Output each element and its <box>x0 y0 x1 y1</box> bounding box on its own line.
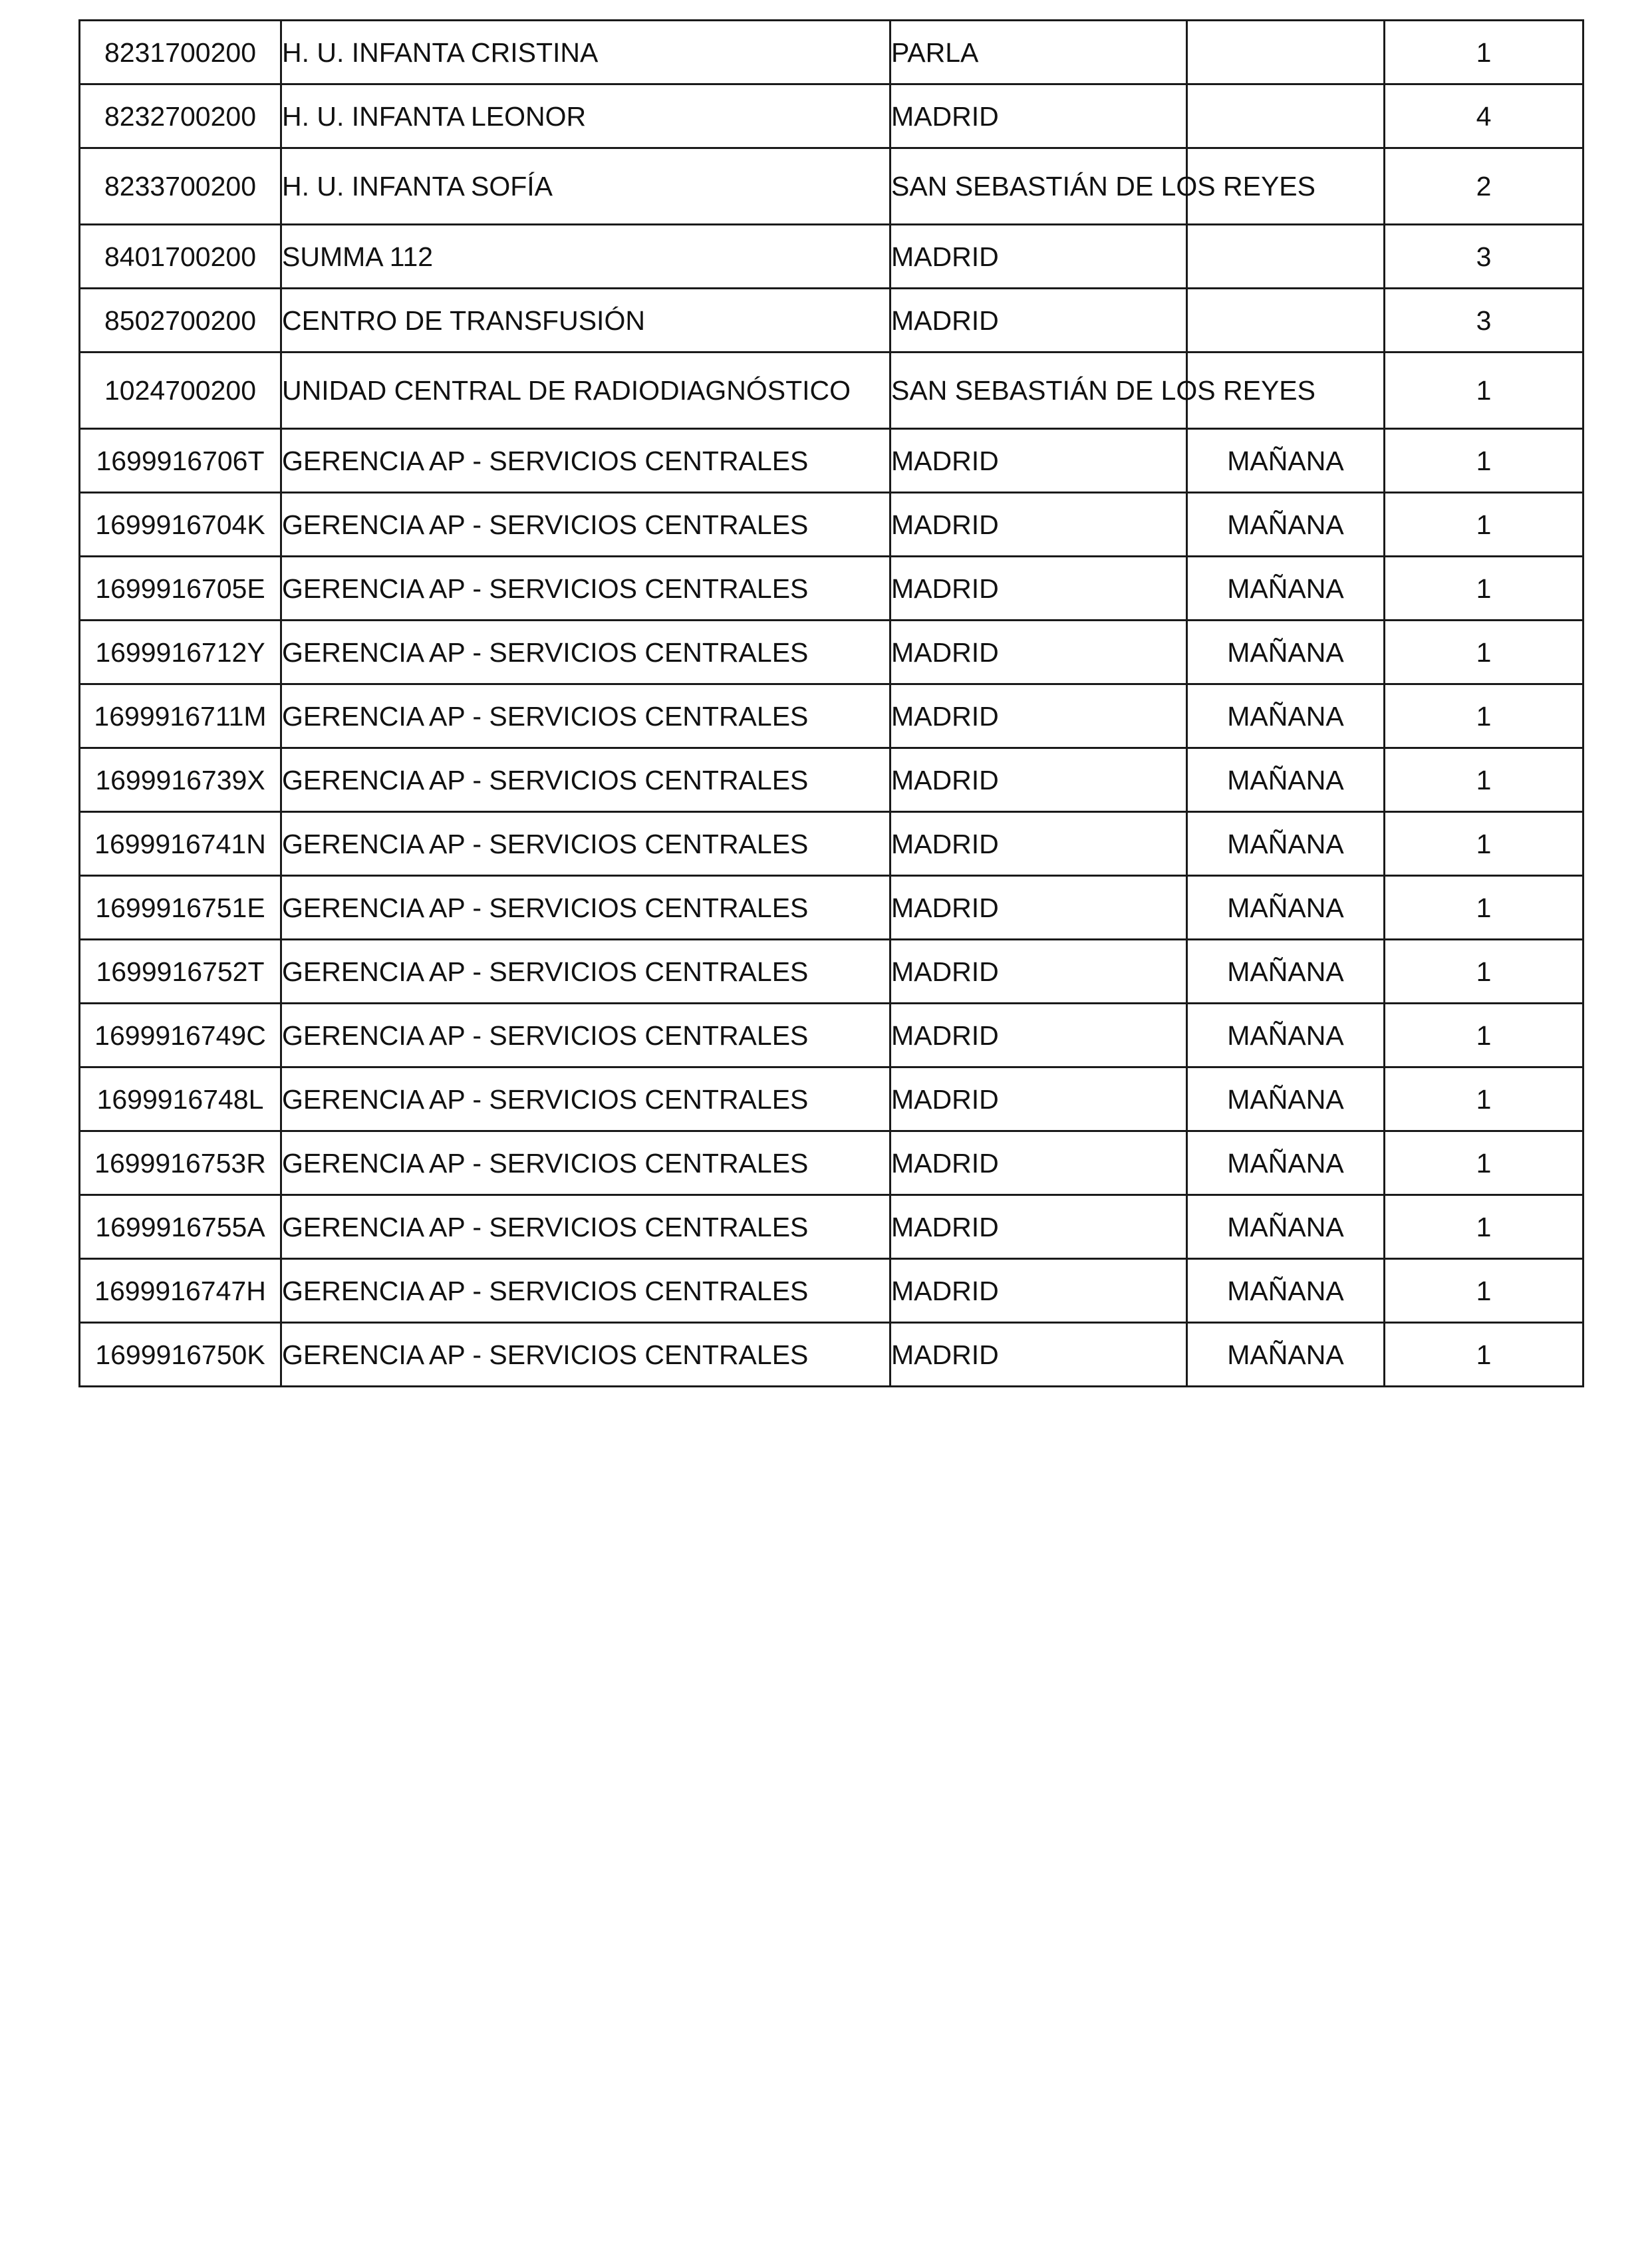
cell-code: 1699916711M <box>80 684 281 748</box>
cell-positions: 1 <box>1385 940 1583 1004</box>
cell-positions: 1 <box>1385 1004 1583 1067</box>
cell-centre-name: GERENCIA AP - SERVICIOS CENTRALES <box>281 940 891 1004</box>
cell-centre-name: UNIDAD CENTRAL DE RADIODIAGNÓSTICO <box>281 352 891 429</box>
cell-location: MADRID <box>891 289 1187 352</box>
cell-shift: MAÑANA <box>1187 493 1385 557</box>
table-row <box>80 1323 1583 1387</box>
table-row <box>80 621 1583 684</box>
table-row <box>80 289 1583 352</box>
cell-location: MADRID <box>891 1195 1187 1259</box>
cell-shift <box>1187 21 1385 84</box>
cell-shift: MAÑANA <box>1187 557 1385 621</box>
cell-centre-name: GERENCIA AP - SERVICIOS CENTRALES <box>281 1004 891 1067</box>
table-row <box>80 429 1583 493</box>
cell-positions: 3 <box>1385 289 1583 352</box>
cell-shift: MAÑANA <box>1187 1323 1385 1387</box>
cell-positions: 1 <box>1385 1323 1583 1387</box>
cell-positions: 1 <box>1385 557 1583 621</box>
positions-table <box>78 19 1584 1387</box>
table-row <box>80 1004 1583 1067</box>
cell-positions: 1 <box>1385 621 1583 684</box>
cell-positions: 1 <box>1385 748 1583 812</box>
cell-centre-name: H. U. INFANTA LEONOR <box>281 84 891 148</box>
cell-code: 1699916753R <box>80 1131 281 1195</box>
cell-positions: 1 <box>1385 1067 1583 1131</box>
cell-positions: 4 <box>1385 84 1583 148</box>
cell-code: 1699916706T <box>80 429 281 493</box>
cell-code: 1699916748L <box>80 1067 281 1131</box>
cell-shift: MAÑANA <box>1187 1131 1385 1195</box>
cell-centre-name: GERENCIA AP - SERVICIOS CENTRALES <box>281 493 891 557</box>
cell-location: MADRID <box>891 812 1187 876</box>
cell-positions: 3 <box>1385 225 1583 289</box>
cell-centre-name: H. U. INFANTA CRISTINA <box>281 21 891 84</box>
cell-centre-name: GERENCIA AP - SERVICIOS CENTRALES <box>281 1323 891 1387</box>
table-row <box>80 748 1583 812</box>
cell-code: 1024700200 <box>80 352 281 429</box>
cell-shift: MAÑANA <box>1187 429 1385 493</box>
table-row <box>80 940 1583 1004</box>
cell-code: 8231700200 <box>80 21 281 84</box>
cell-location: MADRID <box>891 748 1187 812</box>
cell-location: MADRID <box>891 493 1187 557</box>
cell-positions: 1 <box>1385 352 1583 429</box>
cell-positions: 1 <box>1385 21 1583 84</box>
table-row <box>80 1259 1583 1323</box>
cell-shift <box>1187 225 1385 289</box>
cell-code: 1699916751E <box>80 876 281 940</box>
cell-positions: 1 <box>1385 493 1583 557</box>
cell-shift: MAÑANA <box>1187 940 1385 1004</box>
table-row <box>80 225 1583 289</box>
cell-shift: MAÑANA <box>1187 812 1385 876</box>
cell-code: 8401700200 <box>80 225 281 289</box>
cell-shift: MAÑANA <box>1187 876 1385 940</box>
cell-code: 1699916750K <box>80 1323 281 1387</box>
cell-centre-name: GERENCIA AP - SERVICIOS CENTRALES <box>281 1259 891 1323</box>
cell-shift: MAÑANA <box>1187 1259 1385 1323</box>
cell-location: MADRID <box>891 1067 1187 1131</box>
cell-location: MADRID <box>891 684 1187 748</box>
cell-centre-name: GERENCIA AP - SERVICIOS CENTRALES <box>281 876 891 940</box>
cell-code: 1699916749C <box>80 1004 281 1067</box>
cell-location: PARLA <box>891 21 1187 84</box>
cell-code: 1699916752T <box>80 940 281 1004</box>
cell-location: SAN SEBASTIÁN DE LOS REYES <box>891 148 1187 225</box>
cell-centre-name: GERENCIA AP - SERVICIOS CENTRALES <box>281 557 891 621</box>
cell-positions: 1 <box>1385 1259 1583 1323</box>
cell-centre-name: GERENCIA AP - SERVICIOS CENTRALES <box>281 429 891 493</box>
cell-shift <box>1187 289 1385 352</box>
cell-location: MADRID <box>891 1004 1187 1067</box>
cell-location: MADRID <box>891 940 1187 1004</box>
cell-shift: MAÑANA <box>1187 684 1385 748</box>
cell-shift: MAÑANA <box>1187 1067 1385 1131</box>
cell-location: MADRID <box>891 1259 1187 1323</box>
cell-positions: 1 <box>1385 812 1583 876</box>
table-row <box>80 352 1583 429</box>
cell-positions: 1 <box>1385 684 1583 748</box>
table-row <box>80 1067 1583 1131</box>
cell-centre-name: H. U. INFANTA SOFÍA <box>281 148 891 225</box>
cell-code: 8233700200 <box>80 148 281 225</box>
cell-location: MADRID <box>891 621 1187 684</box>
table-row <box>80 148 1583 225</box>
cell-centre-name: SUMMA 112 <box>281 225 891 289</box>
cell-code: 1699916704K <box>80 493 281 557</box>
cell-location: MADRID <box>891 1323 1187 1387</box>
cell-code: 1699916741N <box>80 812 281 876</box>
cell-location: MADRID <box>891 429 1187 493</box>
cell-positions: 2 <box>1385 148 1583 225</box>
cell-code: 1699916739X <box>80 748 281 812</box>
cell-positions: 1 <box>1385 1195 1583 1259</box>
cell-centre-name: CENTRO DE TRANSFUSIÓN <box>281 289 891 352</box>
cell-location: MADRID <box>891 225 1187 289</box>
cell-code: 8502700200 <box>80 289 281 352</box>
cell-location: MADRID <box>891 557 1187 621</box>
cell-location: SAN SEBASTIÁN DE LOS REYES <box>891 352 1187 429</box>
cell-centre-name: GERENCIA AP - SERVICIOS CENTRALES <box>281 1131 891 1195</box>
cell-location: MADRID <box>891 876 1187 940</box>
table-row <box>80 557 1583 621</box>
table-row <box>80 684 1583 748</box>
cell-shift: MAÑANA <box>1187 621 1385 684</box>
cell-location: MADRID <box>891 84 1187 148</box>
cell-positions: 1 <box>1385 429 1583 493</box>
cell-centre-name: GERENCIA AP - SERVICIOS CENTRALES <box>281 1195 891 1259</box>
cell-shift: MAÑANA <box>1187 748 1385 812</box>
cell-code: 1699916747H <box>80 1259 281 1323</box>
cell-centre-name: GERENCIA AP - SERVICIOS CENTRALES <box>281 812 891 876</box>
cell-shift <box>1187 84 1385 148</box>
table-row <box>80 1195 1583 1259</box>
cell-shift: MAÑANA <box>1187 1195 1385 1259</box>
table-row <box>80 84 1583 148</box>
cell-shift: MAÑANA <box>1187 1004 1385 1067</box>
cell-code: 1699916712Y <box>80 621 281 684</box>
table-row <box>80 812 1583 876</box>
cell-code: 1699916705E <box>80 557 281 621</box>
cell-centre-name: GERENCIA AP - SERVICIOS CENTRALES <box>281 748 891 812</box>
cell-centre-name: GERENCIA AP - SERVICIOS CENTRALES <box>281 684 891 748</box>
cell-centre-name: GERENCIA AP - SERVICIOS CENTRALES <box>281 1067 891 1131</box>
cell-code: 8232700200 <box>80 84 281 148</box>
cell-code: 1699916755A <box>80 1195 281 1259</box>
cell-positions: 1 <box>1385 1131 1583 1195</box>
table-row <box>80 876 1583 940</box>
table-row <box>80 493 1583 557</box>
table-row <box>80 1131 1583 1195</box>
cell-positions: 1 <box>1385 876 1583 940</box>
cell-centre-name: GERENCIA AP - SERVICIOS CENTRALES <box>281 621 891 684</box>
cell-location: MADRID <box>891 1131 1187 1195</box>
table-row <box>80 21 1583 84</box>
